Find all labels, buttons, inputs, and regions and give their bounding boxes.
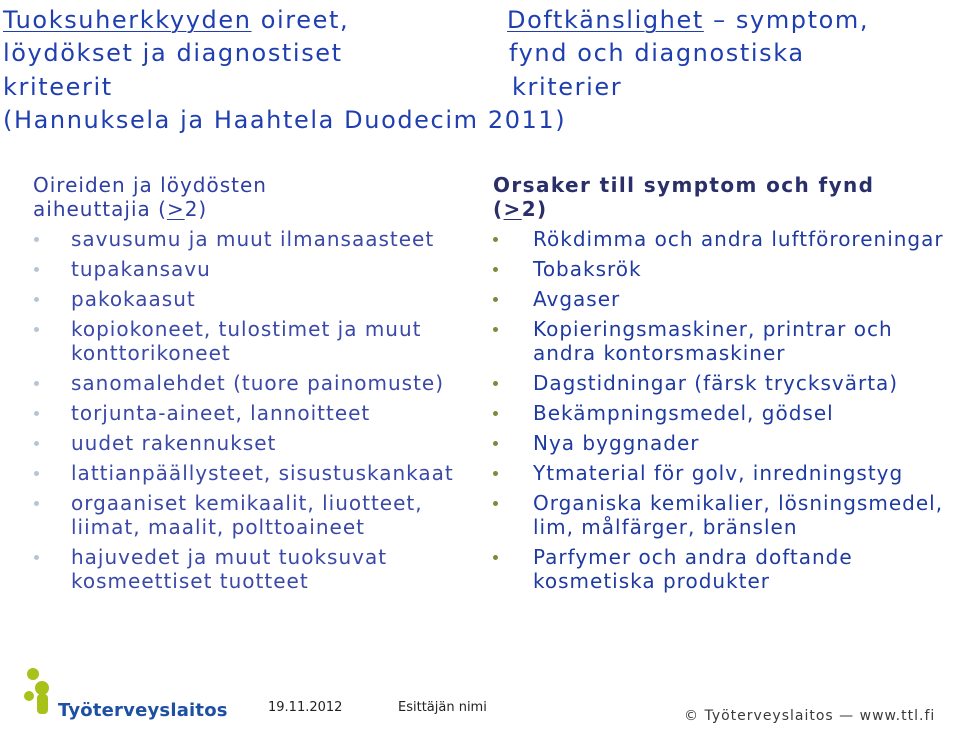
list-item-text: sanomalehdet (tuore painomuste)	[71, 371, 445, 395]
finnish-heading-ge: >	[166, 197, 185, 221]
list-item	[493, 431, 953, 455]
list-item-text: Tobaksrök	[533, 257, 642, 281]
list-item-text: Rökdimma och andra luftföroreningar	[533, 227, 944, 251]
title-fi-line3: kriteerit	[3, 73, 113, 101]
list-item	[493, 545, 953, 593]
list-item	[493, 491, 953, 539]
list-item	[33, 401, 483, 425]
list-item	[493, 317, 953, 365]
finnish-column	[33, 173, 483, 593]
list-item	[493, 401, 953, 425]
swedish-heading	[493, 173, 953, 221]
list-item-text: lattianpäällysteet, sisustuskankaat	[71, 461, 454, 485]
list-item	[493, 287, 953, 311]
bullet-icon	[34, 441, 39, 446]
title-sv-line1	[507, 4, 869, 37]
list-item-text: tupakansavu	[71, 257, 211, 281]
list-item	[33, 227, 483, 251]
list-item-text: Parfymer och andra doftande kosmetiska produkter	[533, 545, 853, 593]
list-item	[33, 545, 483, 593]
bullet-icon	[493, 297, 498, 302]
bullet-icon	[34, 381, 39, 386]
bullet-icon	[34, 237, 39, 242]
title-sv-line2: fynd och diagnostiska	[509, 39, 805, 67]
finnish-heading	[33, 173, 483, 221]
list-item	[33, 371, 483, 395]
list-item-text: Avgaser	[533, 287, 621, 311]
finnish-heading-text: aiheuttajia (	[33, 197, 167, 221]
logo-text: Työterveyslaitos	[58, 700, 228, 721]
bullet-icon	[34, 297, 39, 302]
finnish-heading-line2	[33, 197, 483, 221]
bullet-icon	[493, 441, 498, 446]
swedish-heading-ge: >	[503, 197, 522, 221]
footer-presenter: Esittäjän nimi	[398, 700, 487, 715]
swedish-heading-line1: Orsaker till symptom och fynd	[493, 173, 875, 197]
list-item	[493, 371, 953, 395]
list-item-text: torjunta-aineet, lannoitteet	[71, 401, 371, 425]
swedish-heading-text: (	[493, 197, 504, 221]
bullet-icon	[493, 501, 498, 506]
list-item	[493, 227, 953, 251]
finnish-list	[33, 227, 483, 593]
bullet-icon	[493, 555, 498, 560]
title-fi-line1-rest: oireet,	[251, 6, 350, 34]
list-item-text: Bekämpningsmedel, gödsel	[533, 401, 834, 425]
list-item-text: Kopieringsmaskiner, printrar och andra kontorsmaskiner	[533, 317, 893, 365]
list-item-text: Ytmaterial för golv, inredningstyg	[533, 461, 904, 485]
swedish-heading-end: 2)	[521, 197, 548, 221]
list-item	[33, 491, 483, 539]
bullet-icon	[34, 555, 39, 560]
bullet-icon	[493, 267, 498, 272]
title-fi-line1	[3, 4, 349, 37]
bullet-icon	[493, 237, 498, 242]
list-item	[33, 257, 483, 281]
list-item-text: uudet rakennukset	[71, 431, 277, 455]
title-fi-line2: löydökset ja diagnostiset	[3, 39, 343, 67]
list-item	[33, 461, 483, 485]
swedish-heading-line2	[493, 197, 953, 221]
bullet-icon	[34, 471, 39, 476]
bullet-icon	[34, 327, 39, 332]
list-item-text: pakokaasut	[71, 287, 196, 311]
list-item-text: Organiska kemikalier, lösningsmedel, lim, målfärger, bränslen	[533, 491, 944, 539]
bullet-icon	[493, 471, 498, 476]
list-item	[33, 317, 483, 365]
list-item	[493, 461, 953, 485]
bullet-icon	[493, 411, 498, 416]
title-source: (Hannuksela ja Haahtela Duodecim 2011)	[3, 106, 567, 134]
footer-date: 19.11.2012	[268, 700, 343, 715]
title-sv-line1-rest: – symptom,	[703, 6, 870, 34]
title-sv-line3: kriterier	[512, 73, 623, 101]
list-item-text: savusumu ja muut ilmansaasteet	[71, 227, 435, 251]
list-item-text: Nya byggnader	[533, 431, 700, 455]
bullet-icon	[493, 381, 498, 386]
list-item-text: orgaaniset kemikaalit, liuotteet, liimat, maalit, polttoaineet	[71, 491, 423, 539]
bullet-icon	[34, 501, 39, 506]
bullet-icon	[34, 267, 39, 272]
list-item-text: hajuvedet ja muut tuoksuvat kosmeettiset tuotteet	[71, 545, 388, 593]
list-item	[493, 257, 953, 281]
finnish-heading-line1: Oireiden ja löydösten	[33, 173, 267, 197]
list-item-text: Dagstidningar (färsk trycksvärta)	[533, 371, 899, 395]
footer-copyright: © Työterveyslaitos — www.ttl.fi	[684, 708, 936, 724]
title-fi-keyword: Tuoksuherkkyyden	[3, 6, 252, 34]
list-item	[33, 431, 483, 455]
swedish-list	[493, 227, 953, 593]
swedish-column	[493, 173, 953, 593]
bullet-icon	[493, 327, 498, 332]
title-sv-keyword: Doftkänslighet	[507, 6, 704, 34]
list-item	[33, 287, 483, 311]
bullet-icon	[34, 411, 39, 416]
list-item-text: kopiokoneet, tulostimet ja muut konttorikoneet	[71, 317, 422, 365]
finnish-heading-end: 2)	[184, 197, 208, 221]
